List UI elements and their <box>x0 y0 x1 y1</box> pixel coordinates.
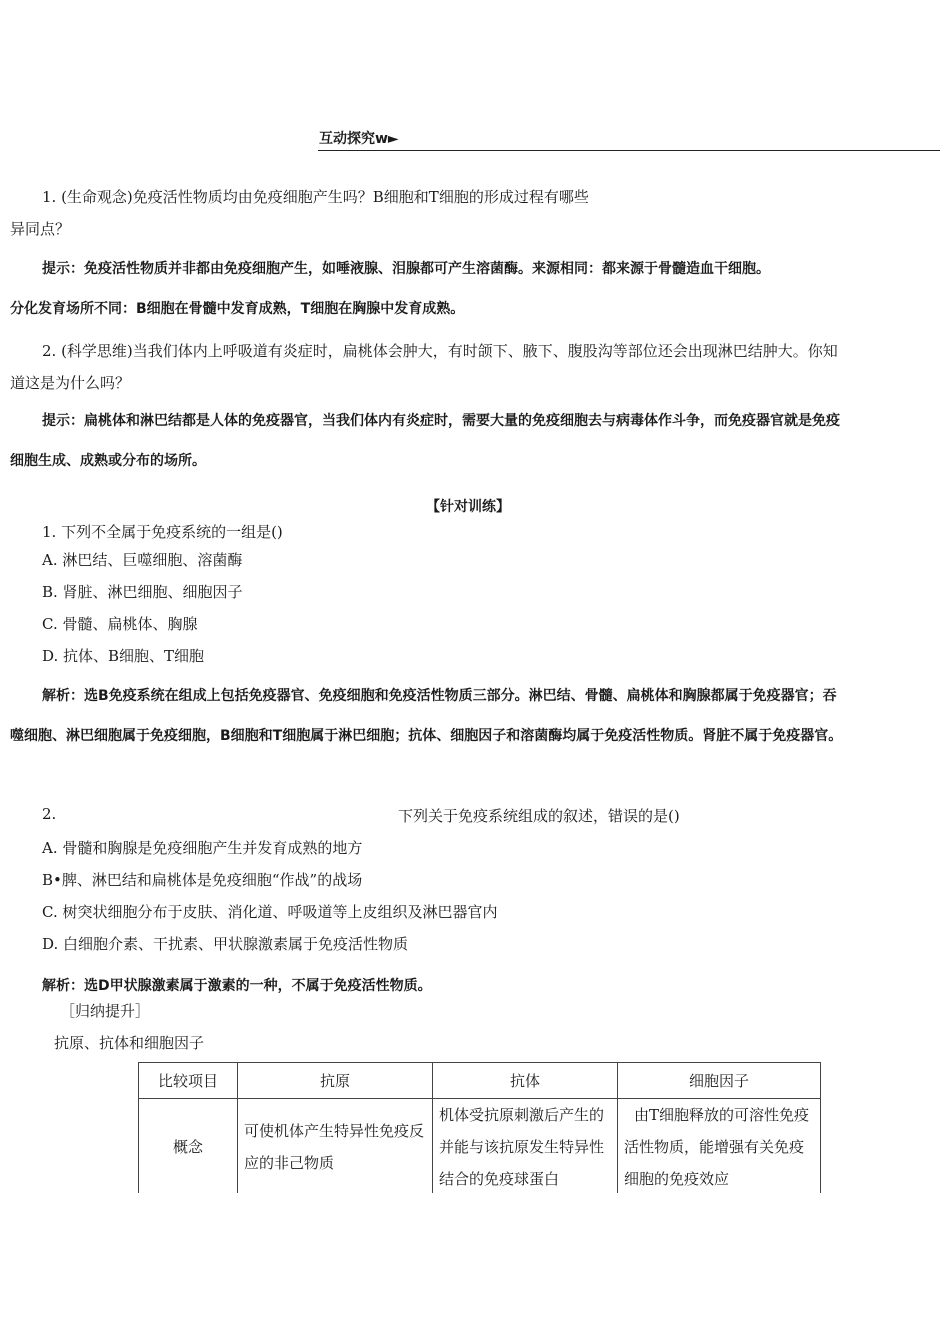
table-cell-cytokine: 由T细胞释放的可溶性免疫活性物质，能增强有关免疫细胞的免疫效应 <box>618 1099 821 1196</box>
answer-2-line-2: 细胞生成、成熟或分布的场所。 <box>10 453 206 469</box>
table-row-label: 概念 <box>139 1099 238 1196</box>
question-1-line-1: 1. (生命观念)免疫活性物质均由免疫细胞产生吗？B细胞和T细胞的形成过程有哪些 <box>42 188 589 206</box>
training-q1-option-a: A. 淋巴结、巨噬细胞、溶菌酶 <box>42 551 243 569</box>
question-2-line-1: 2. (科学思维)当我们体内上呼吸道有炎症时，扁桃体会肿大，有时颌下、腋下、腹股沟等部位还会出现淋巴结肿大。你知 <box>42 342 838 360</box>
training-q1-option-d: D. 抗体、B细胞、T细胞 <box>42 647 205 665</box>
training-q2-number: 2. <box>42 805 57 823</box>
summary-heading: ［归纳提升］ <box>60 1002 151 1020</box>
table-cell-antigen: 可使机体产生特异性免疫反应的非己物质 <box>238 1099 433 1196</box>
training-q1-analysis-line-2: 噬细胞、淋巴细胞属于免疫细胞，B细胞和T细胞属于淋巴细胞；抗体、细胞因子和溶菌酶均属于免疫活性物质。肾脏不属于免疫器官。 <box>10 728 843 744</box>
training-q2-option-b: B•脾、淋巴结和扁桃体是免疫细胞“作战”的战场 <box>42 871 363 889</box>
training-q1-stem: 1. 下列不全属于免疫系统的一组是() <box>42 523 283 541</box>
summary-subtitle: 抗原、抗体和细胞因子 <box>54 1034 205 1052</box>
training-q2-option-a: A. 骨髓和胸腺是免疫细胞产生并发育成熟的地方 <box>42 839 363 857</box>
header-rule <box>318 150 940 151</box>
answer-2-line-1: 提示：扁桃体和淋巴结都是人体的免疫器官，当我们体内有炎症时，需要大量的免疫细胞去与病毒体作斗争，而免疫器官就是免疫 <box>42 413 840 429</box>
training-q1-option-b: B. 肾脏、淋巴细胞、细胞因子 <box>42 583 243 601</box>
table-header-cell: 比较项目 <box>139 1063 238 1099</box>
table-header-cell: 抗原 <box>238 1063 433 1099</box>
table-header-row <box>139 1063 821 1099</box>
answer-1-line-2: 分化发育场所不同：B细胞在骨髓中发育成熟，T细胞在胸腺中发育成熟。 <box>10 301 465 317</box>
table-crop-mask <box>130 1193 830 1233</box>
training-q2-analysis: 解析：选D甲状腺激素属于激素的一种，不属于免疫活性物质。 <box>42 978 432 994</box>
training-q1-analysis-line-1: 解析：选B免疫系统在组成上包括免疫器官、免疫细胞和免疫活性物质三部分。淋巴结、骨髓、扁桃体和胸腺都属于免疫器官；吞 <box>42 688 837 704</box>
training-q1-option-c: C. 骨髓、扁桃体、胸腺 <box>42 615 198 633</box>
answer-1-line-1: 提示：免疫活性物质并非都由免疫细胞产生，如唾液腺、泪腺都可产生溶菌酶。来源相同：都来源于骨髓造血干细胞。 <box>42 261 770 277</box>
training-q2-option-d: D. 白细胞介素、干扰素、甲状腺激素属于免疫活性物质 <box>42 935 409 953</box>
table-row <box>139 1099 821 1196</box>
table-header-cell: 抗体 <box>433 1063 618 1099</box>
table-cell-antibody: 机体受抗原刺激后产生的并能与该抗原发生特异性结合的免疫球蛋白 <box>433 1099 618 1196</box>
section-title: 互动探究w► <box>319 131 399 147</box>
table-header-cell: 细胞因子 <box>618 1063 821 1099</box>
training-heading: 【针对训练】 <box>426 499 510 515</box>
training-q2-option-c: C. 树突状细胞分布于皮肤、消化道、呼吸道等上皮组织及淋巴器官内 <box>42 903 498 921</box>
question-2-line-2: 道这是为什么吗？ <box>10 374 131 392</box>
comparison-table <box>138 1062 821 1196</box>
training-q2-stem: 下列关于免疫系统组成的叙述，错误的是() <box>398 807 680 825</box>
question-1-line-2: 异同点？ <box>10 220 71 238</box>
